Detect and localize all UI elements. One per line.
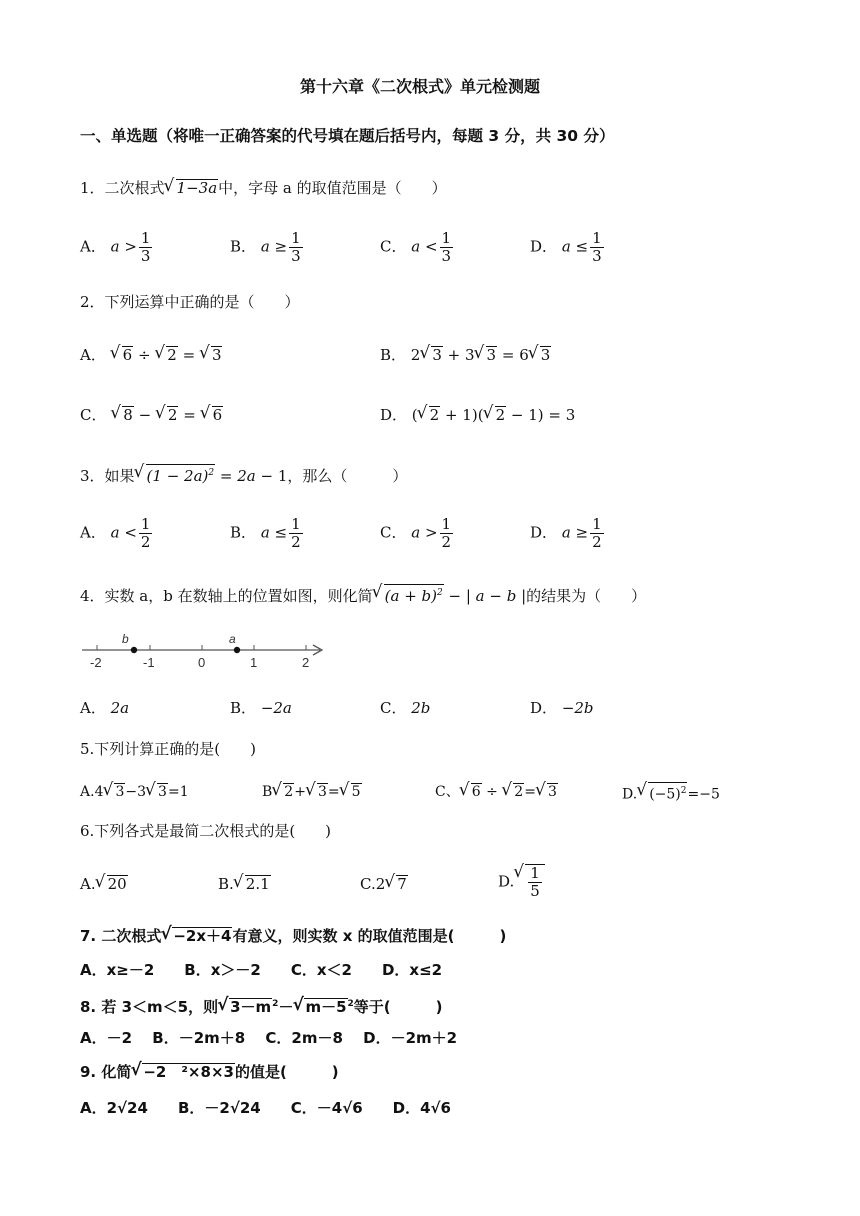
question-4-option-b: B． −2a <box>230 699 292 717</box>
question-5-option-d: D.√ $(-5)^2=-5$ <box>622 782 720 805</box>
tick-label: -1 <box>143 655 155 670</box>
question-6-stem: 6.下列各式是最简二次根式的是( ) <box>80 822 332 840</box>
number-line <box>80 632 330 672</box>
question-1-stem: 1．二次根式√ 1−3a中，字母 a 的取值范围是（ ） <box>80 178 447 198</box>
question-1-option-d: D． a ≤ $\frac{1}{3}$ <box>530 229 602 265</box>
label-b: b <box>122 632 129 646</box>
question-3-stem: 3．如果√ $(1 - 2a)^2 = 2a - 1$，那么（ ） <box>80 464 407 486</box>
question-2-option-c: C． √ 8 − √ 2 = √ 6 <box>80 405 223 425</box>
question-1-option-a: A． a > $\frac{1}{3}$ <box>80 229 151 265</box>
question-1-option-b: B． a ≥ $\frac{1}{3}$ <box>230 229 301 265</box>
question-2-option-b: B． 2√ 3 + 3√ 3 = 6√ 3 <box>380 345 551 365</box>
question-9-stem: 9. 化简√ −2 ²×8×3的值是( ) <box>80 1062 339 1082</box>
point-b <box>131 647 137 653</box>
question-4-option-d: D． −2b <box>530 699 594 717</box>
question-2-option-d: D． (√ 2 + 1)(√ 2 − 1) = 3 <box>380 405 575 425</box>
question-1-option-c: C． a < $\frac{1}{3}$ <box>380 229 452 265</box>
question-3-option-a: A． a < $\frac{1}{2}$ <box>80 515 151 551</box>
tick-label: 0 <box>198 655 206 670</box>
question-7-options: A．x≥－2 B．x＞－2 C．x＜2 D．x≤2 <box>80 961 443 979</box>
tick-label: 1 <box>250 655 258 670</box>
question-8-stem: 8. 若 3＜m＜5，则√ $3-m^2-√$ $m-5^2$等于( ) <box>80 994 443 1017</box>
question-2-stem: 2．下列运算中正确的是（ ） <box>80 293 300 311</box>
question-4-option-a: A． 2a <box>80 699 130 717</box>
question-6-option-b: B.√ 2.1 <box>218 874 271 894</box>
question-5-option-c: C、√ 6 ÷ √ 2=√ 3 <box>435 782 558 802</box>
question-4-option-c: C． 2b <box>380 699 431 717</box>
question-8-options: A．－2 B．－2m＋8 C．2m－8 D．－2m＋2 <box>80 1029 458 1047</box>
question-6-option-d: D. √ $\frac{1}{5}$ <box>498 864 545 900</box>
question-7-stem: 7. 二次根式√ −2x＋4有意义，则实数 x 的取值范围是( ) <box>80 926 506 946</box>
point-a <box>234 647 240 653</box>
question-5-option-b: B√ 2+√ 3=√ 5 <box>262 782 362 802</box>
question-5-option-a: A.4√ 3−3√ 3=1 <box>80 782 189 802</box>
page-title: 第十六章《二次根式》单元检测题 <box>300 77 541 96</box>
question-3-option-b: B． a ≤ $\frac{1}{2}$ <box>230 515 301 551</box>
section-heading: 一、单选题（将唯一正确答案的代号填在题后括号内，每题 3 分，共 30 分） <box>80 127 615 145</box>
question-4-stem: 4．实数 a，b 在数轴上的位置如图，则化简√ $(a + b)^2$ − | a − b |的结果为（ ） <box>80 584 646 606</box>
question-6-option-c: C.2√ 7 <box>360 874 408 894</box>
question-9-options: A．2√24 B．－2√24 C．－4√6 D．4√6 <box>80 1099 451 1117</box>
question-5-stem: 5.下列计算正确的是( ) <box>80 740 257 758</box>
tick-label: -2 <box>90 655 102 670</box>
label-a: a <box>229 632 236 646</box>
question-2-option-a: A． √ 6 ÷ √ 2 = √ 3 <box>80 345 222 365</box>
tick-label: 2 <box>302 655 310 670</box>
question-3-option-d: D． a ≥ $\frac{1}{2}$ <box>530 515 602 551</box>
question-3-option-c: C． a > $\frac{1}{2}$ <box>380 515 452 551</box>
question-6-option-a: A.√ 20 <box>80 874 128 894</box>
